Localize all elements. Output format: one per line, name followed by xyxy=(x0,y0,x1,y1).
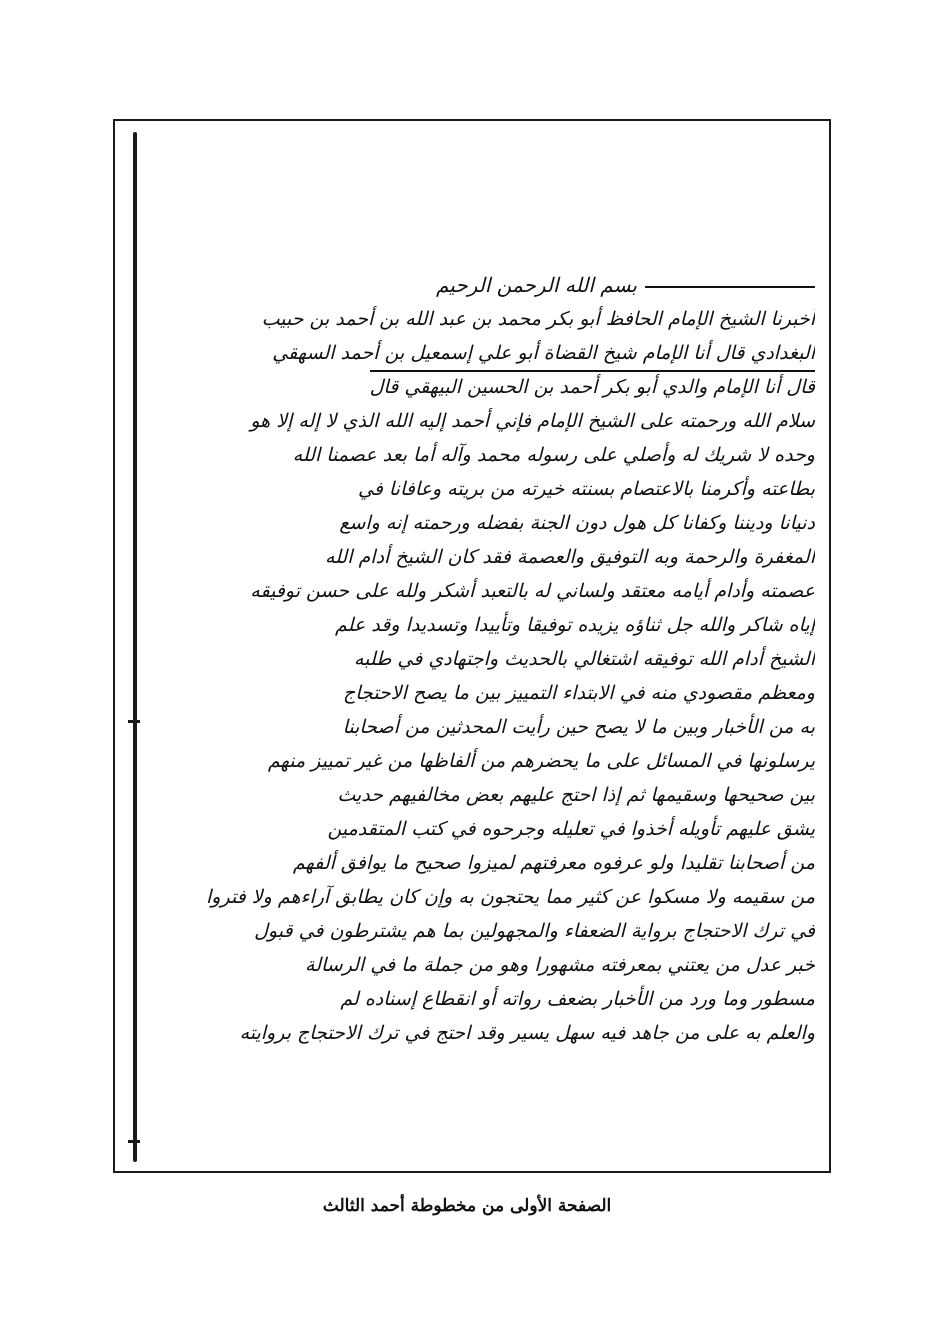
manuscript-line: به من الأخبار وبين ما لا يصح حين رأيت المحدثين من أصحابنا xyxy=(342,716,815,738)
manuscript-line: بين صحيحها وسقيمها ثم إذا احتج عليهم بعض مخالفيهم حديث xyxy=(337,784,815,806)
basmala: بسم الله الرحمن الرحيم xyxy=(165,268,815,302)
manuscript-line: مسطور وما ورد من الأخبار بضعف رواته أو انقطاع إسناده لم xyxy=(340,988,815,1010)
figure-caption: الصفحة الأولى من مخطوطة أحمد الثالث xyxy=(322,1196,612,1216)
manuscript-line: إياه شاكر والله جل ثناؤه يزيده توفيقا وتأييدا وتسديدا وقد علم xyxy=(334,614,815,636)
manuscript-line: من أصحابنا تقليدا ولو عرفوه معرفتهم لميزوا صحيح ما يوافق ألفهم xyxy=(292,852,815,874)
manuscript-line: يشق عليهم تأويله أخذوا في تعليله وجرحوه في كتب المتقدمين xyxy=(327,818,815,840)
manuscript-text xyxy=(165,268,815,1050)
manuscript-line: وحده لا شريك له وأصلي على رسوله محمد وآله أما بعد عصمنا الله xyxy=(292,444,815,466)
overlined-phrase: قال أنا الإمام والدي أبو بكر أحمد بن الحسين البيهقي قال xyxy=(370,370,815,402)
manuscript-line xyxy=(165,370,815,404)
manuscript-line: المغفرة والرحمة وبه التوفيق والعصمة فقد كان الشيخ أدام الله xyxy=(324,546,815,568)
manuscript-line: من سقيمه ولا مسكوا عن كثير مما يحتجون به وإن كان يطابق آراءهم ولا فتروا xyxy=(206,886,815,908)
manuscript-line: في ترك الاحتجاج برواية الضعفاء والمجهولين بما هم يشترطون في قبول xyxy=(254,920,815,942)
manuscript-line: سلام الله ورحمته على الشيخ الإمام فإني أحمد إليه الله الذي لا إله إلا هو xyxy=(250,410,815,432)
manuscript-line: عصمته وأدام أيامه معتقد ولساني له بالتعبد أشكر ولله على حسن توفيقه xyxy=(250,580,815,602)
manuscript-line: ومعظم مقصودي منه في الابتداء التمييز بين ما يصح الاحتجاج xyxy=(343,682,815,704)
manuscript-line: بطاعته وأكرمنا بالاعتصام بسنته خيرته من بريته وعافانا في xyxy=(357,478,815,500)
manuscript-line: دنيانا وديننا وكفانا كل هول دون الجنة بفضله ورحمته إنه واسع xyxy=(339,512,815,534)
manuscript-line: الشيخ أدام الله توفيقه اشتغالي بالحديث واجتهادي في طلبه xyxy=(353,648,815,670)
manuscript-line: خبر عدل من يعتني بمعرفته مشهورا وهو من جملة ما في الرسالة xyxy=(305,954,815,976)
manuscript-line: البغدادي قال أنا الإمام شيخ القضاة أبو علي إسمعيل بن أحمد السهقي xyxy=(272,342,815,364)
manuscript-line: أخبرنا الشيخ الإمام الحافظ أبو بكر محمد بن عبد الله بن أحمد بن حبيب xyxy=(261,308,815,330)
margin-tick xyxy=(128,720,140,723)
margin-tick xyxy=(128,1140,140,1143)
manuscript-line: والعلم به على من جاهد فيه سهل يسير وقد احتج في ترك الاحتجاج بروايته xyxy=(239,1022,815,1044)
margin-rule xyxy=(133,132,137,1162)
manuscript-line: يرسلونها في المسائل على ما يحضرهم من ألفاظها من غير تمييز منهم xyxy=(267,750,815,772)
